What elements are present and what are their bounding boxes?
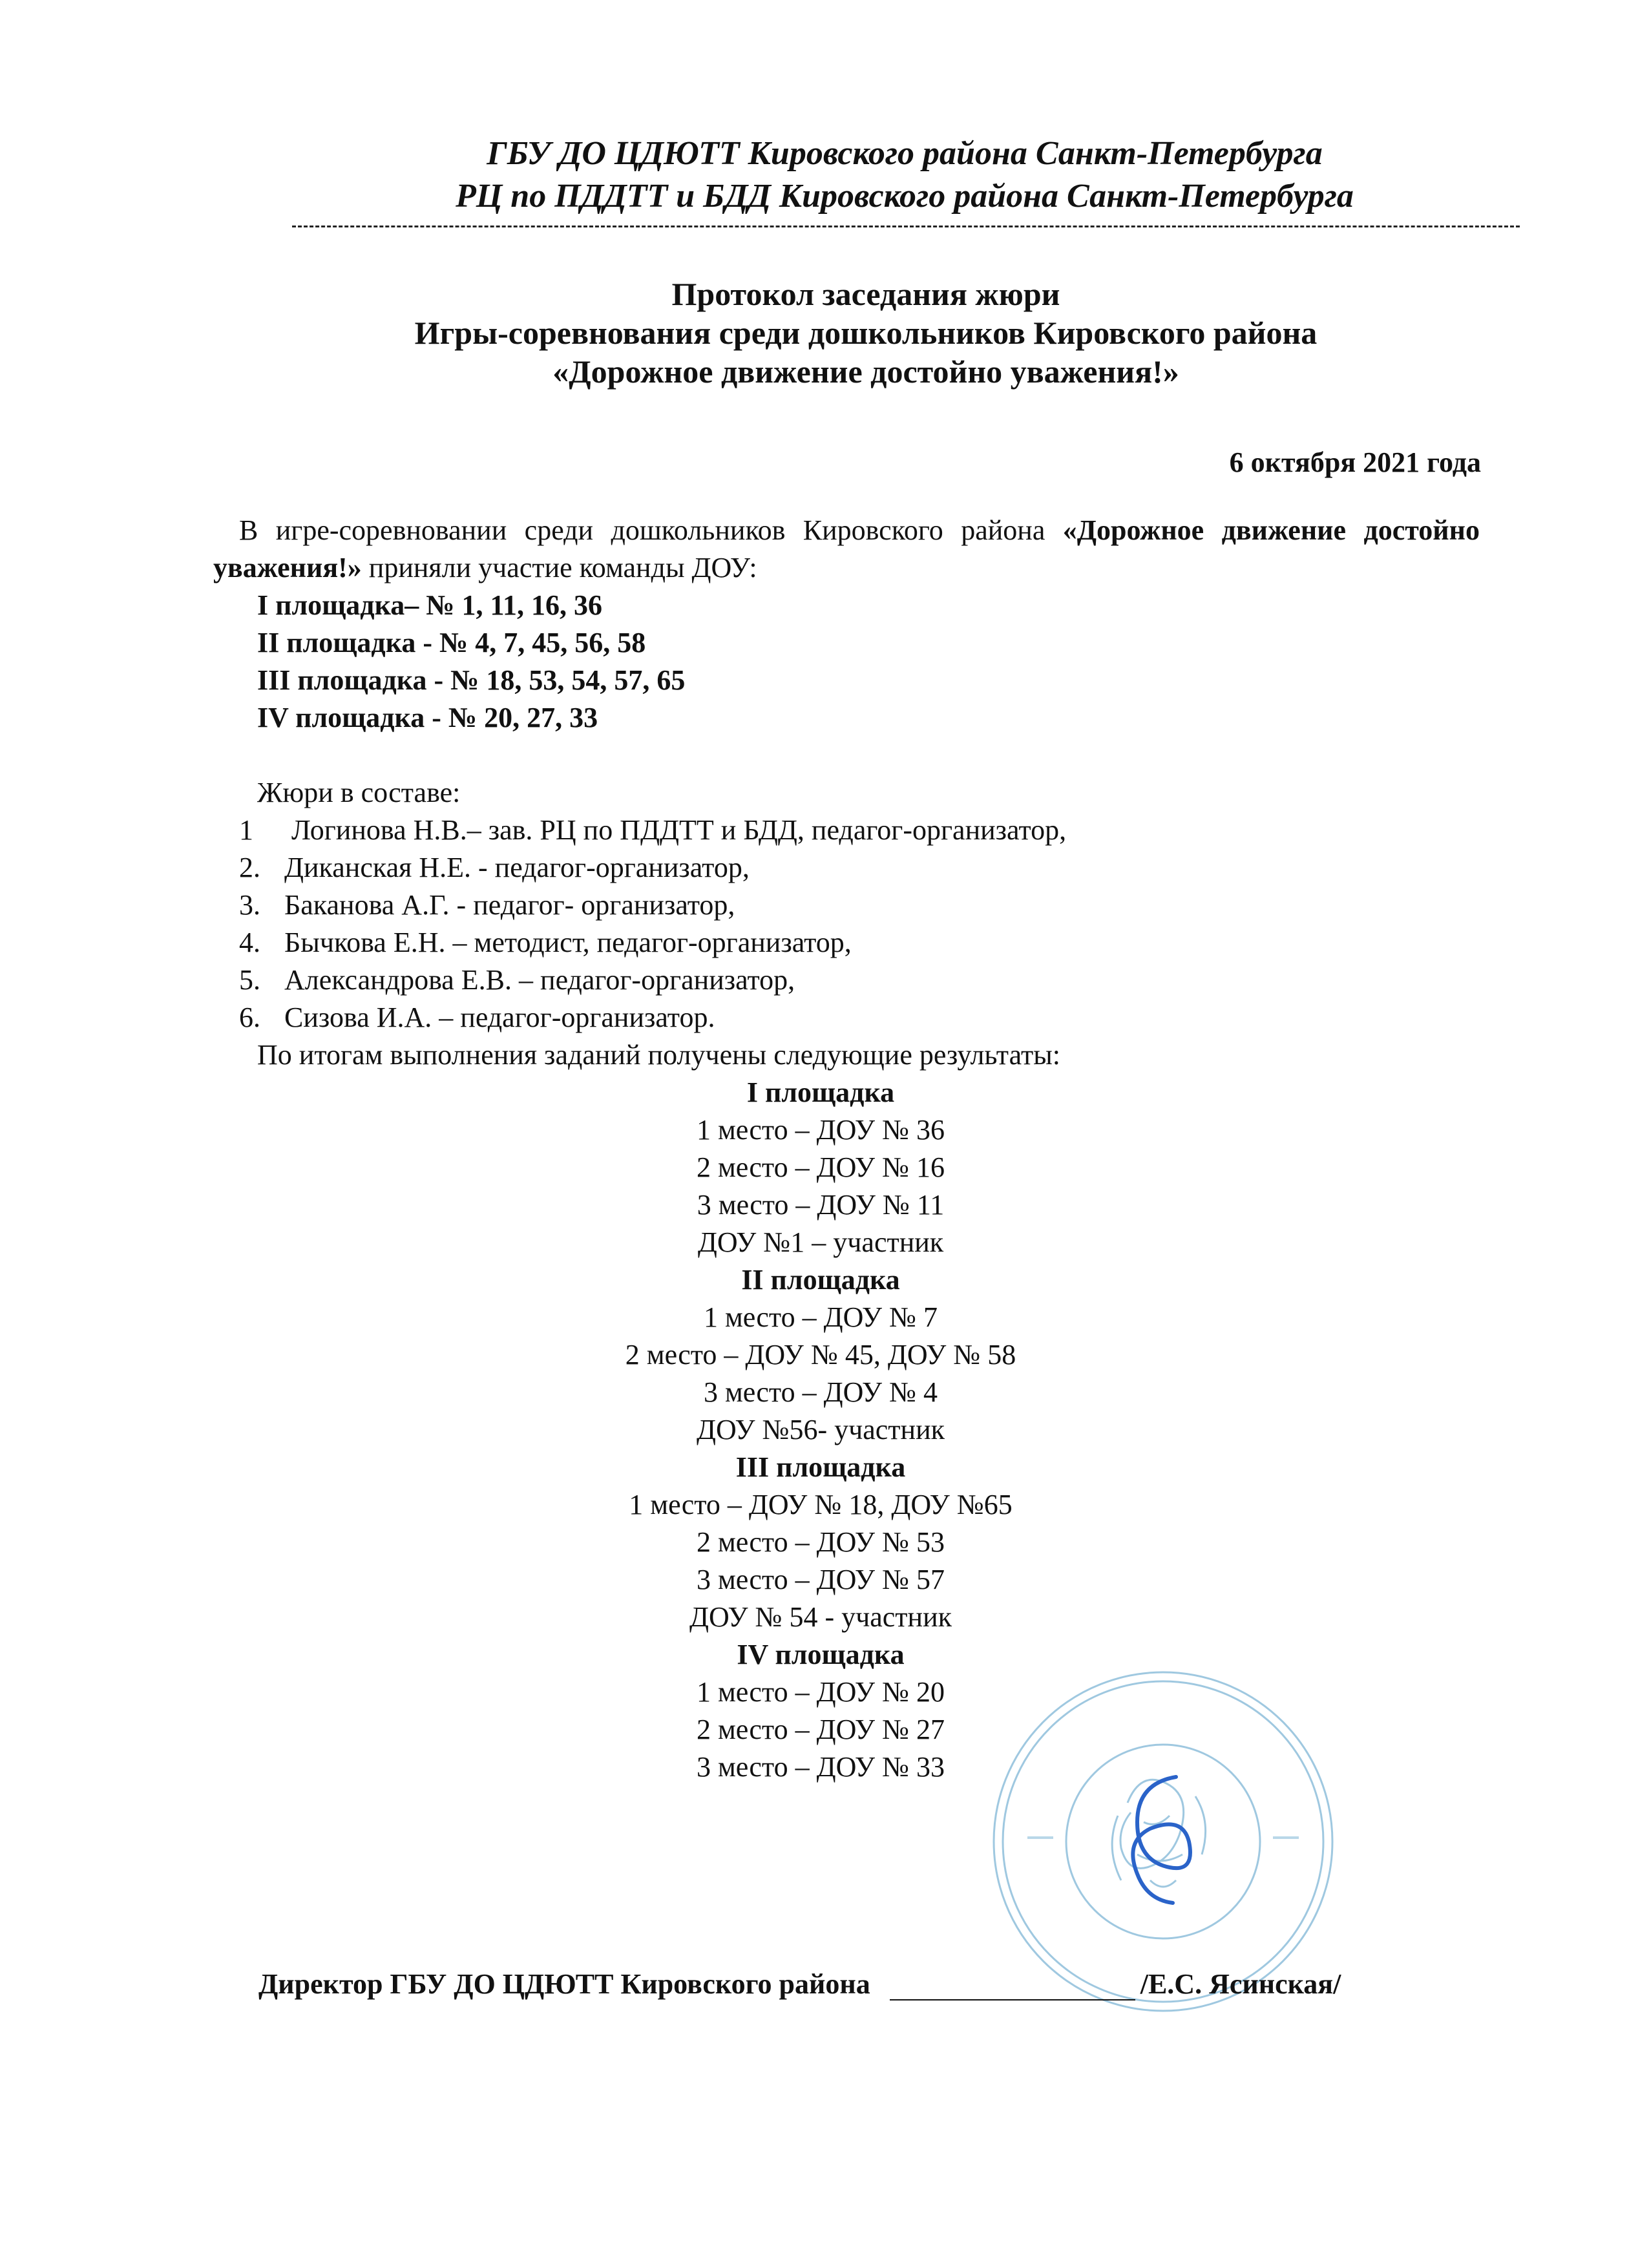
- director-title: Директор ГБУ ДО ЦДЮТТ Кировского района: [258, 1968, 870, 2000]
- signature-line: [890, 1971, 1135, 2000]
- intro-text-2: приняли участие команды ДОУ:: [361, 552, 757, 583]
- intro-text-1: В игре-соревновании среди дошкольников Кировского района: [239, 514, 1063, 546]
- title-line-2: Игры-соревнования среди дошкольников Кировского района: [414, 315, 1318, 351]
- sites-list: [257, 587, 1480, 737]
- jury-text: Логинова Н.В.– зав. РЦ по ПДДТТ и БДД, педагог-организатор,: [284, 814, 1067, 846]
- director-name: /Е.С. Ясинская/: [1140, 1968, 1341, 2000]
- jury-member: [239, 849, 1480, 887]
- organization-header: [284, 132, 1525, 218]
- signature-block: [258, 1968, 1486, 2000]
- title-line-1: Протокол заседания жюри: [671, 276, 1060, 312]
- result-site-title: I площадка: [746, 1076, 895, 1108]
- result-line: 1 место – ДОУ № 20: [696, 1676, 945, 1708]
- result-line: 3 место – ДОУ № 11: [697, 1189, 945, 1221]
- signature-mark: [1098, 1764, 1228, 1926]
- jury-member: [239, 812, 1480, 849]
- site-item: III площадка - № 18, 53, 54, 57, 65: [257, 664, 686, 696]
- intro-event-name: «Дорожное движение достойно уважения!»: [213, 514, 1480, 583]
- result-line: 1 место – ДОУ № 18, ДОУ №65: [629, 1489, 1013, 1520]
- header-line-1: ГБУ ДО ЦДЮТТ Кировского района Санкт-Петербурга: [487, 135, 1323, 172]
- result-line: 1 место – ДОУ № 36: [696, 1114, 945, 1146]
- header-line-2: РЦ по ПДДТТ и БДД Кировского района Санкт-Петербурга: [456, 178, 1354, 215]
- jury-number: 3.: [239, 889, 260, 921]
- result-line: ДОУ № 54 - участник: [689, 1601, 952, 1633]
- result-line: 3 место – ДОУ № 57: [696, 1564, 945, 1595]
- document-date: 6 октября 2021 года: [1229, 446, 1481, 478]
- jury-list: [239, 812, 1480, 1036]
- site-item: II площадка - № 4, 7, 45, 56, 58: [257, 627, 646, 658]
- jury-member: [239, 999, 1480, 1036]
- jury-number: 6.: [239, 1002, 260, 1033]
- jury-number: 1: [239, 814, 253, 846]
- jury-member: [239, 961, 1480, 999]
- result-line: 3 место – ДОУ № 4: [703, 1376, 938, 1408]
- result-line: ДОУ №1 – участник: [697, 1226, 944, 1258]
- result-line: 3 место – ДОУ № 33: [696, 1751, 945, 1783]
- jury-text: Бычкова Е.Н. – методист, педагог-организатор,: [284, 927, 852, 958]
- result-line: ДОУ №56- участник: [697, 1414, 945, 1445]
- jury-text: Баканова А.Г. - педагог- организатор,: [284, 889, 735, 921]
- header-divider: [292, 226, 1520, 227]
- jury-text: Диканская Н.Е. - педагог-организатор,: [284, 852, 750, 883]
- document-body: [213, 512, 1480, 1786]
- site-item: I площадка– № 1, 11, 16, 36: [257, 589, 603, 621]
- result-line: 2 место – ДОУ № 16: [696, 1151, 945, 1183]
- result-line: 2 место – ДОУ № 53: [696, 1526, 945, 1558]
- jury-member: [239, 887, 1480, 924]
- jury-text: Сизова И.А. – педагог-организатор.: [284, 1002, 715, 1033]
- intro-paragraph: [213, 512, 1480, 587]
- result-line: 1 место – ДОУ № 7: [703, 1301, 938, 1333]
- jury-text: Александрова Е.В. – педагог-организатор,: [284, 964, 795, 996]
- results-intro: По итогам выполнения заданий получены следующие результаты:: [257, 1039, 1060, 1071]
- title-line-3: «Дорожное движение достойно уважения!»: [552, 353, 1179, 390]
- jury-member: [239, 924, 1480, 961]
- result-site-title: IV площадка: [737, 1639, 905, 1670]
- document-title: [246, 275, 1486, 391]
- jury-number: 2.: [239, 852, 260, 883]
- site-item: IV площадка - № 20, 27, 33: [257, 702, 598, 733]
- result-site-title: III площадка: [735, 1451, 906, 1483]
- result-site-title: II площадка: [741, 1264, 900, 1296]
- jury-heading: Жюри в составе:: [257, 777, 461, 808]
- result-line: 2 место – ДОУ № 27: [696, 1714, 945, 1745]
- jury-number: 5.: [239, 964, 260, 996]
- result-line: 2 место – ДОУ № 45, ДОУ № 58: [625, 1339, 1016, 1370]
- jury-number: 4.: [239, 927, 260, 958]
